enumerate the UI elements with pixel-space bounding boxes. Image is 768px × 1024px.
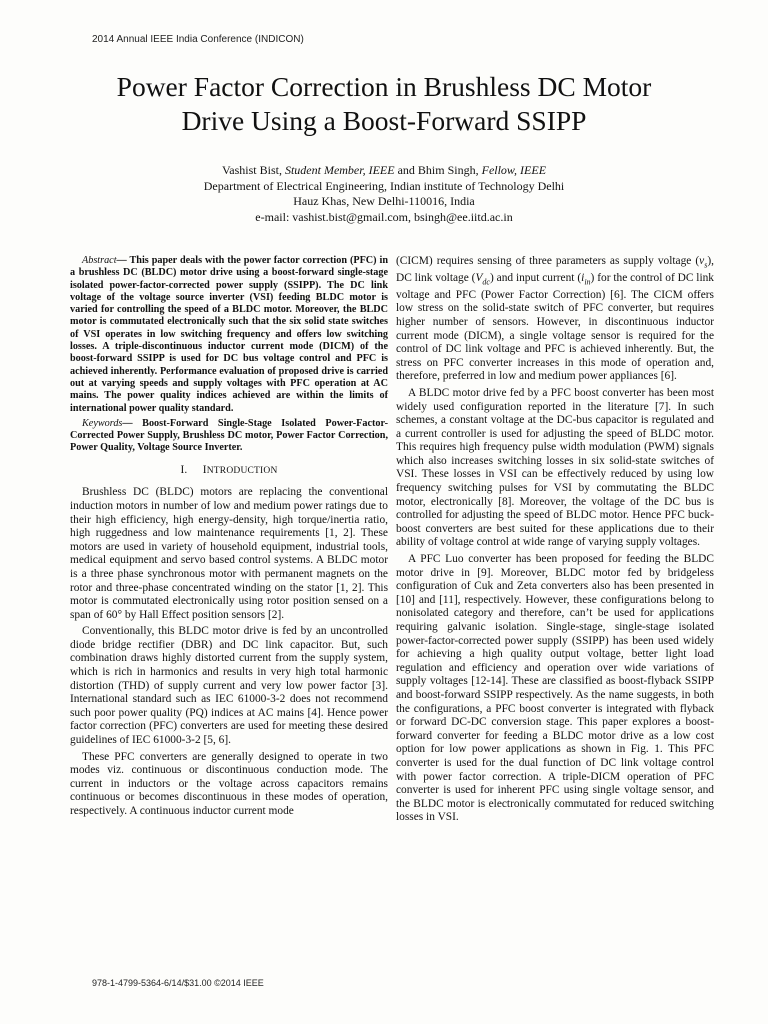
- section-title-initial: I: [202, 463, 207, 476]
- copyright-footer: 978-1-4799-5364-6/14/$31.00 ©2014 IEEE: [92, 978, 264, 988]
- abstract: [70, 255, 388, 415]
- conference-header: 2014 Annual IEEE India Conference (INDICON): [92, 34, 304, 45]
- left-column: [70, 255, 388, 822]
- text-run: (CICM) requires sensing of three parameters as supply voltage (: [396, 255, 700, 267]
- affiliation-address: Hauz Khas, New Delhi-110016, India: [293, 194, 475, 208]
- author-1-role: Student Member, IEEE: [284, 163, 395, 177]
- symbol-subscript: s: [704, 260, 708, 270]
- section-heading-introduction: [70, 464, 388, 479]
- text-run: ), DC link voltage (: [396, 255, 714, 284]
- body-paragraph-continued: [396, 255, 714, 384]
- symbol-base: i: [581, 271, 585, 284]
- author-block: [40, 163, 728, 225]
- right-column: [396, 255, 714, 828]
- author-email: e-mail: vashist.bist@gmail.com, bsingh@ee.iitd.ac.in: [255, 209, 513, 224]
- body-paragraph: A PFC Luo converter has been proposed for feeding the BLDC motor drive in [9]. Moreover, BLDC motor fed by bridgeless configuration of Cuk and Zeta converters also has been presented in [10] and [11], respectively. However, these configurations belong to nonisolated category and therefore, can’t be used for applications requiring galvanic isolation. Single-stage, single-stage isolated power-factor-corrected power supply (SSIPP) has been used widely for achieving a high quality output voltage, better light load regulation and efficiency and operation over wide variations of supply voltages [12-14]. These are classified as boost-flyback SSIPP and boost-forward SSIPP respectively. As the name suggests, in both the configurations, a PFC boost converter is integrated with flyback or forward DC-DC conversion stage. This paper explores a boost-forward converter for feeding a BLDC motor drive as a low cost option for low power applications as shown in Fig. 1. This PFC converter is used for the dual function of DC link voltage control with power factor correction. A triple-DICM operation of PFC converter is used for inherent PFC using single voltage sensor, and the BLDC motor is electronically commutated for reduced switching losses in VSI.: [396, 553, 714, 824]
- symbol-subscript: dc: [482, 277, 490, 287]
- paper-title: [40, 70, 728, 138]
- symbol-base: v: [699, 255, 705, 267]
- section-title-rest: NTRODUCTION: [206, 465, 278, 476]
- keywords-text: — Boost-Forward Single-Stage Isolated Power-Factor-Corrected Power Supply, Brushless DC motor, Power Factor Correction, Power Quality, Voltage Source Inverter.: [70, 417, 388, 454]
- abstract-label: Abstract: [82, 255, 117, 266]
- keywords-label: Keywords: [82, 417, 123, 429]
- author-2-role: Fellow, IEEE: [481, 163, 547, 177]
- body-paragraph: A BLDC motor drive fed by a PFC boost converter has been most widely used configuration reported in the literature [7]. In such schemes, a constant voltage at the DC-bus capacitor is regulated and a current controller is used for adjusting the speed of BLDC motor. This requires high frequency pulse width modulation (PWM) signals which also increases switching losses in six solid-state switches of VSI. These losses in VSI can be effectively reduced by using low frequency switching pulses for VSI by commutating the BLDC motor, electronically [8]. Moreover, the voltage of the DC bus is controlled for adjusting the speed of BLDC motor. Hence PFC buck-boost converters are best suited for these applications due to their ability of voltage control at wide range of varying supply voltages.: [396, 386, 714, 549]
- section-number: I.: [180, 463, 188, 476]
- author-names: [40, 163, 728, 179]
- author-1: Vashist Bist,: [221, 163, 285, 177]
- body-paragraph: Brushless DC (BLDC) motors are replacing the conventional induction motors in number of low and medium power ratings due to their high efficiency, high energy-density, high torque/inertia ratio, high ruggedness and low maintenance requirements [1, 2]. These motors are used in variety of household equipment, industrial tools, medical equipment and servo based control systems. A BLDC motor is a three phase synchronous motor with permanent magnets on the rotor and three-phase concentrated winding on the stator [1, 2]. This motor is commutated electronically using rotor position sensed on a span of 60° by Hall Effect position sensors [2].: [70, 486, 388, 621]
- body-paragraph: These PFC converters are generally designed to operate in two modes viz. continuous or discontinuous conduction mode. The current in inductors or the voltage across capacitors remains continuous or becomes discontinuous in these modes of operation, respectively. A continuous inductor current mode: [70, 750, 388, 817]
- symbol-base: V: [475, 271, 483, 284]
- text-run: ) for the control of DC link voltage and PFC (Power Factor Correction) [6]. The CICM offers low stress on the solid-state switch of PFC converter, but requires higher number of sensors. However, in discontinuous inductor current mode (DICM), a single voltage sensor is required for the control of DC link voltage and PFC is achieved inherently. But, the stress on PFC converter increases in this mode of operation and, therefore, preferred in low and medium power appliances [6].: [396, 271, 714, 383]
- affiliation-dept: Department of Electrical Engineering, Indian institute of Technology Delhi: [203, 178, 565, 193]
- abstract-text: — This paper deals with the power factor correction (PFC) in a brushless DC (BLDC) motor drive using a boost-forward single-stage isolated power-factor-corrected power supply (SSIPP). The DC link voltage of the voltage source inverter (VSI) feeding BLDC motor is varied for controlling the speed of a BLDC motor. Moreover, the BLDC motor is commutated electronically such that the six solid state switches of VSI operates in low switching frequency and offers low switching losses. A triple-discontinuous inductor current mode (DICM) of the boost-forward SSIPP is used for DC bus voltage control and PFC is achieved inherently. Performance evaluation of proposed drive is carried out at varying speeds and supply voltages with PFC operation at AC mains. The power quality indices achieved are within the limits of international power quality standard.: [70, 255, 388, 414]
- author-2: and Bhim Singh,: [394, 163, 482, 177]
- title-line-1: Power Factor Correction in Brushless DC Motor: [116, 71, 652, 102]
- body-paragraph: Conventionally, this BLDC motor drive is fed by an uncontrolled diode bridge rectifier (DBR) and DC link capacitor. But, such combination draws highly distorted current from the supply system, which is rich in harmonics and results in very high total harmonic distortion (THD) of supply current and very low power factor [3]. International standard such as IEC 61000-3-2 does not recommend such poor power quality (PQ) indices at AC mains [4]. Hence power factor correction (PFC) converters are used for meeting these desired guidelines of IEC 61000-3-2 [5, 6].: [70, 625, 388, 747]
- symbol-iin: [581, 271, 591, 287]
- symbol-subscript: in: [584, 277, 591, 287]
- symbol-vdc: [475, 271, 490, 287]
- keywords: [70, 418, 388, 455]
- title-line-2: Drive Using a Boost-Forward SSIPP: [181, 105, 587, 136]
- text-run: ) and input current (: [489, 271, 582, 284]
